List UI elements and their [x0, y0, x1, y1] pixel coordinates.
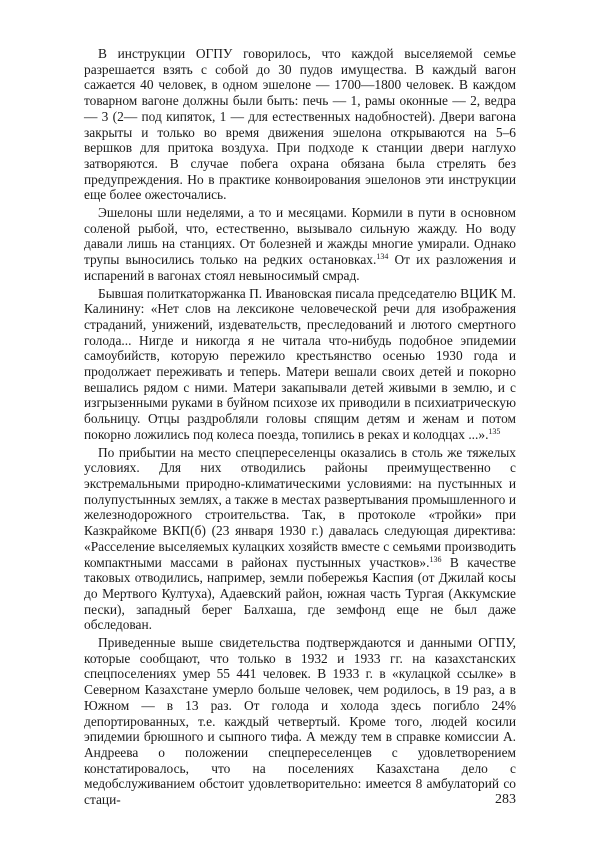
paragraph-4-text: По прибытии на место спецпереселенцы оказались в столь же тяжелых условиях. Для них отводились районы преимущественно с экстремальными природно-климатическими условиями: на пустынных и полупустынных землях, а также в местах развертывания промышленного и железнодорожного строительства. Так, в протоколе «тройки» при Казкрайкоме ВКП(б) (23 января 1930 г.) давалась следующая директива: «Расселение выселяемых кулацких хозяйств вместе с семьями производить компактными массами в районах пустынных участков». — [84, 444, 516, 570]
paragraph-1 — [84, 46, 516, 203]
paragraph-2 — [84, 205, 516, 284]
footnote-ref-134: 134 — [376, 252, 389, 262]
paragraph-2-text: Эшелоны шли неделями, а то и месяцами. Кормили в пути в основном соленой рыбой, что, естественно, вызывало сильную жажду. Но воду давали лишь на станциях. От болезней и жажды многие умирали. Однако трупы выносились только на редких остановках. — [84, 205, 516, 268]
paragraph-1-text: В инструкции ОГПУ говорилось, что каждой выселяемой семье разрешается взять с собой до 30 пудов имущества. В каждый вагон сажается 40 человек, в одном эшелоне — 1700—1800 человек. В каждом товарном вагоне должны были быть: печь — 1, рамы оконные — 2, ведра — 3 (2— под кипяток, 1 — для естественных надобностей). Двери вагона закрыты и только во время движения эшелона открываются на 5–6 вершков для притока воздуха. При подходе к станции двери наглухо затворяются. В случае побега охрана обязана была стрелять без предупреждения. Но в практике конвоирования эшелонов эти инструкции еще более ожесточались. — [84, 46, 516, 203]
paragraph-3 — [84, 286, 516, 443]
paragraph-2-tail: От их разложения и испарений в вагонах стоял невыносимый смрад. — [84, 252, 516, 283]
paragraph-3-text: Бывшая политкаторжанка П. Ивановская писала председателю ВЦИК М. Калинину: «Нет слов на лексиконе человеческой речи для изображения страданий, унижений, издевательств, преследований и лютого смертного голода... Нигде и никогда я не читала что-нибудь подобное эпидемии самоубийств, которую пережило крестьянство осенью 1930 года и продолжает переживать и теперь. Матери вешали своих детей и покорно вешались рядом с ними. Матери закапывали детей живыми в землю, и с изгрызенными руками в буйном психозе их приводили в психиатрическую больницу. Отцы раздробляли головы спящим детям и женам и потом покорно ложились под колеса поезда, топились в реках и колодцах ...». — [84, 285, 516, 442]
paragraph-4-tail: В качестве таковых отводились, например, земли побережья Каспия (от Джилай косы до Мертвого Култуха), Адаевский район, южная часть Тургая (Аккумские пески), западный берег Балхаша, где земфонд еще не был даже обследован. — [84, 554, 516, 633]
paragraph-5-text: Приведенные выше свидетельства подтверждаются и данными ОГПУ, которые сообщают, что только в 1932 и 1933 гг. на казахстанских спецпоселениях умер 55 441 человек. В 1933 г. в «кулацкой ссылке» в Северном Казахстане умерло больше человек, чем родилось, в 19 раз, а в Южном — в 13 раз. От голода и холода здесь погибло 24% депортированных, т.е. каждый четвертый. Кроме того, людей косили эпидемии брюшного и сыпного тифа. А между тем в справке комиссии А. Андреева о положении спецпереселенцев с удовлетворением констатировалось, что на поселениях Казахстана дело с медобслуживанием обстоит удовлетворительно: имеется 8 амбулаторий со стаци- — [84, 635, 516, 808]
footnote-ref-135: 135 — [488, 426, 501, 436]
paragraph-4 — [84, 445, 516, 633]
paragraph-5 — [84, 635, 516, 808]
footnote-ref-136: 136 — [429, 554, 442, 564]
page-number: 283 — [495, 792, 516, 807]
body-text — [84, 46, 516, 810]
